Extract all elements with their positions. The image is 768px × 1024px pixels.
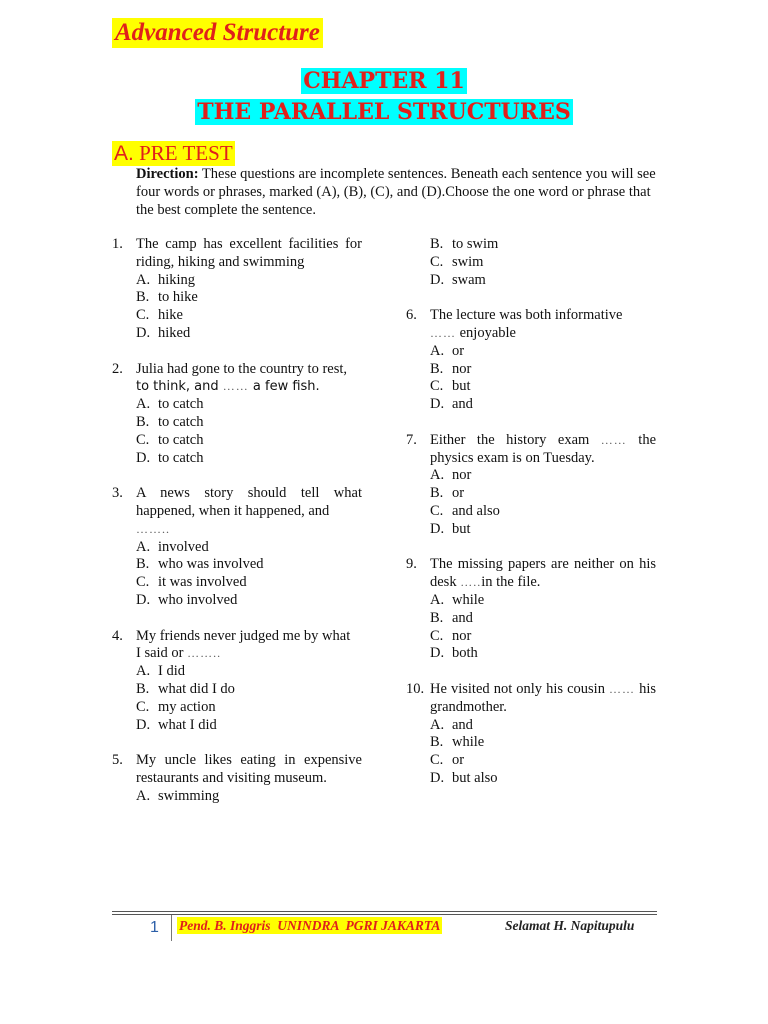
option-letter: B.	[430, 609, 444, 626]
option-text: or	[452, 752, 465, 769]
option-letter: C.	[136, 698, 150, 715]
option-text: but	[452, 520, 471, 537]
stem-part: in the file.	[481, 574, 541, 591]
option-letter: B.	[430, 360, 444, 377]
question-stem	[430, 307, 656, 343]
option-text: what did I do	[158, 680, 235, 697]
option[interactable]	[136, 325, 362, 343]
option-text: involved	[158, 538, 209, 555]
option-text: it was involved	[158, 574, 247, 591]
stem-part: I said or	[136, 645, 188, 662]
footer-divider	[171, 915, 172, 941]
option[interactable]	[430, 645, 656, 663]
option-letter: D.	[430, 396, 445, 413]
blank-dots: ……	[609, 681, 636, 696]
option-letter: B.	[136, 413, 150, 430]
option[interactable]	[430, 361, 656, 379]
option[interactable]	[136, 539, 362, 557]
question-stem	[430, 556, 656, 592]
chapter-name	[0, 98, 768, 126]
footer-institution: Pend. B. Inggris UNINDRA PGRI JAKARTA	[179, 918, 441, 933]
option-text: hike	[158, 307, 183, 324]
option[interactable]	[136, 592, 362, 610]
section-letter: A.	[114, 142, 134, 165]
stem-part: He visited not only his cousin	[430, 680, 610, 697]
question-stem	[136, 485, 362, 538]
option[interactable]	[430, 396, 656, 414]
option-letter: C.	[430, 752, 444, 769]
footer-rule	[112, 914, 657, 915]
option[interactable]	[430, 467, 656, 485]
option-letter: B.	[136, 289, 150, 306]
option-letter: C.	[430, 627, 444, 644]
option-letter: A.	[430, 467, 445, 484]
question-1	[112, 236, 362, 343]
option[interactable]	[136, 432, 362, 450]
option-text: I did	[158, 663, 185, 680]
question-10	[406, 681, 656, 788]
question-stem: My uncle likes eating in expensive restaurants and visiting museum.	[136, 752, 362, 786]
direction-text: These questions are incomplete sentences. Beneath each sentence you will see four words or phrases, marked (A), (B), (C), and (D).Choose the one word or phrase that the best complete the sentence.	[136, 166, 656, 218]
questions-right-column	[406, 236, 656, 806]
option-text: hiked	[158, 324, 191, 341]
question-number: 7.	[406, 431, 417, 448]
section-title-text: PRE TEST	[139, 141, 233, 165]
question-stem	[430, 681, 656, 717]
question-number: 6.	[406, 307, 417, 324]
option-text: to catch	[158, 396, 204, 413]
option-text: while	[452, 591, 485, 608]
option-letter: C.	[136, 574, 150, 591]
option-letter: D.	[430, 769, 445, 786]
stem-part: The lecture was both informative	[430, 307, 623, 324]
blank-dots: ……	[600, 432, 627, 447]
stem-part: My friends never judged me by what	[136, 627, 351, 644]
option-letter: A.	[136, 787, 151, 804]
stem-part: a few fish.	[248, 379, 320, 395]
option[interactable]	[430, 521, 656, 539]
question-2	[112, 361, 362, 468]
option-text: and	[452, 609, 473, 626]
question-stem: The camp has excellent facilities for riding, hiking and swimming	[136, 236, 362, 270]
option[interactable]	[136, 414, 362, 432]
question-number: 1.	[112, 236, 123, 252]
question-number: 2.	[112, 360, 123, 377]
chapter-number	[0, 67, 768, 95]
page-number: 1	[150, 919, 159, 936]
chapter-number-text: CHAPTER 11	[303, 68, 465, 94]
question-stem	[430, 432, 656, 468]
option[interactable]	[136, 272, 362, 290]
question-6	[406, 307, 656, 414]
option-text: and	[452, 396, 473, 413]
stem-part: Either the history exam	[430, 431, 601, 448]
option-text: or	[452, 485, 465, 502]
option[interactable]	[136, 663, 362, 681]
option-letter: A.	[430, 342, 445, 359]
question-5	[112, 752, 362, 805]
option-letter: B.	[430, 734, 444, 751]
option[interactable]	[430, 272, 656, 290]
option-letter: D.	[430, 520, 445, 537]
option-text: to catch	[158, 431, 204, 448]
direction-paragraph	[136, 165, 656, 219]
footer-author: Selamat H. Napitupulu	[505, 918, 635, 933]
option[interactable]	[430, 254, 656, 272]
option-text: swim	[452, 253, 484, 270]
question-3	[112, 485, 362, 610]
question-5-continued	[406, 236, 656, 289]
option[interactable]	[430, 717, 656, 735]
stem-part: to think, and	[136, 379, 223, 395]
option-letter: C.	[430, 378, 444, 395]
header-title: Advanced Structure	[112, 18, 323, 48]
option-text: nor	[452, 360, 472, 377]
option[interactable]	[136, 717, 362, 735]
option-letter: A.	[136, 538, 151, 555]
question-stem	[136, 628, 362, 664]
question-number: 9.	[406, 556, 417, 573]
question-number: 10.	[406, 680, 425, 697]
option-text: to swim	[452, 236, 499, 252]
option-letter: A.	[430, 591, 445, 608]
option-text: and	[452, 716, 473, 733]
option-letter: B.	[430, 485, 444, 502]
option-letter: A.	[136, 396, 151, 413]
stem-part: The missing papers are neither on his desk	[430, 556, 656, 591]
option-letter: C.	[136, 431, 150, 448]
option[interactable]	[136, 289, 362, 307]
option-letter: C.	[136, 307, 150, 324]
question-9	[406, 556, 656, 663]
option[interactable]	[136, 556, 362, 574]
option-letter: D.	[136, 449, 151, 466]
option[interactable]	[136, 307, 362, 325]
blank-dots: …..	[460, 575, 482, 590]
option-text: who was involved	[158, 556, 264, 573]
option-text: nor	[452, 467, 472, 484]
option-text: but	[452, 378, 471, 395]
stem-part: Julia had gone to the country to rest,	[136, 360, 348, 377]
blank-dots: ……..	[187, 646, 222, 661]
option[interactable]	[430, 592, 656, 610]
chapter-name-text: THE PARALLEL STRUCTURES	[197, 99, 571, 125]
option[interactable]	[430, 734, 656, 752]
option[interactable]	[430, 770, 656, 788]
option-text: who involved	[158, 591, 238, 608]
option[interactable]	[430, 752, 656, 770]
option-text: to hike	[158, 289, 198, 306]
option[interactable]	[136, 681, 362, 699]
question-number: 3.	[112, 485, 123, 502]
option-text: both	[452, 645, 478, 662]
option-letter: D.	[136, 324, 151, 341]
option-text: nor	[452, 627, 472, 644]
footer-rule	[112, 911, 657, 912]
blank-dots: ……..	[136, 521, 170, 536]
option[interactable]	[430, 236, 656, 254]
question-number: 4.	[112, 627, 123, 644]
option-letter: C.	[430, 253, 444, 270]
stem-part: the physics exam is on Tuesday.	[430, 431, 657, 466]
option-letter: A.	[136, 271, 151, 288]
option-letter: A.	[430, 716, 445, 733]
option[interactable]	[136, 450, 362, 468]
option-text: my action	[158, 698, 216, 715]
blank-dots: ……	[222, 379, 249, 394]
option-text: but also	[452, 769, 498, 786]
option-text: hiking	[158, 271, 196, 288]
option-letter: D.	[136, 716, 151, 733]
option[interactable]	[430, 628, 656, 646]
stem-part: his grandmother.	[430, 680, 656, 715]
option-letter: B.	[136, 680, 150, 697]
option-letter: D.	[430, 645, 445, 662]
option-letter: D.	[136, 591, 151, 608]
question-7	[406, 432, 656, 539]
option-text: swimming	[158, 787, 220, 804]
option-letter: B.	[136, 556, 150, 573]
section-title	[112, 141, 235, 166]
questions-left-column	[112, 236, 362, 823]
option[interactable]	[136, 788, 362, 806]
option-text: to catch	[158, 413, 204, 430]
option[interactable]	[430, 343, 656, 361]
blank-dots: ……	[430, 325, 456, 340]
option[interactable]	[430, 503, 656, 521]
stem-part: A news story should tell what happened, when it happened, and	[136, 485, 362, 519]
direction-label: Direction:	[136, 166, 199, 182]
question-stem	[136, 361, 362, 397]
option-text: swam	[452, 271, 486, 288]
question-number: 5.	[112, 752, 123, 769]
option[interactable]	[430, 378, 656, 396]
option-text: and also	[452, 502, 500, 519]
option-letter: C.	[430, 502, 444, 519]
option-text: to catch	[158, 449, 204, 466]
option-text: what I did	[158, 716, 217, 733]
option[interactable]	[430, 610, 656, 628]
option[interactable]	[430, 485, 656, 503]
option[interactable]	[136, 574, 362, 592]
option-letter: B.	[430, 236, 444, 252]
option-text: or	[452, 342, 465, 359]
question-4	[112, 628, 362, 735]
option[interactable]	[136, 396, 362, 414]
option-letter: A.	[136, 663, 151, 680]
stem-part: enjoyable	[456, 324, 516, 341]
option-text: while	[452, 734, 485, 751]
option-letter: D.	[430, 271, 445, 288]
option[interactable]	[136, 699, 362, 717]
